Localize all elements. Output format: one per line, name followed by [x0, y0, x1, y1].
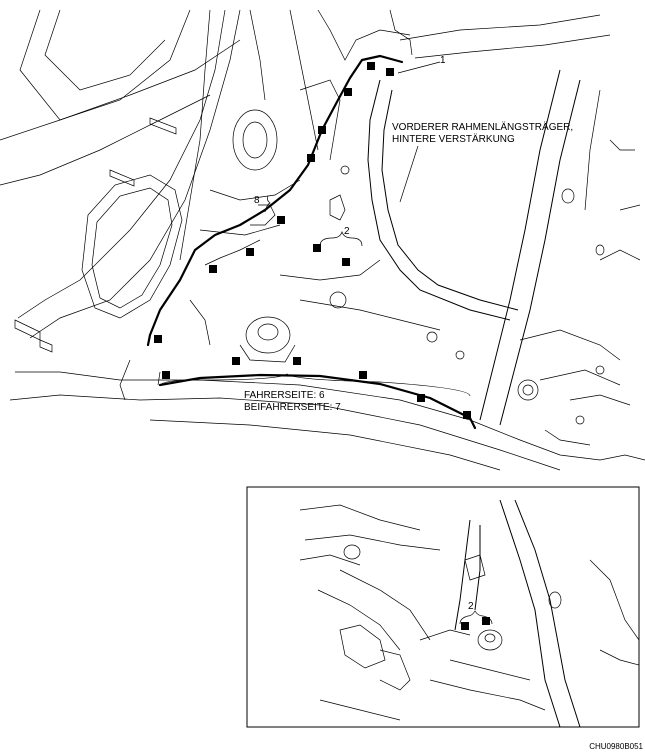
label-rail-line1: VORDERER RAHMENLÄNGSTRÄGER,: [392, 122, 574, 133]
label-driver-side: FAHRERSEITE: 6: [244, 390, 325, 401]
spot-weld-marker: [342, 258, 350, 266]
spot-weld-marker: [209, 265, 217, 273]
spot-weld-marker: [359, 371, 367, 379]
inset-label-item-2: 2: [468, 601, 474, 612]
spot-weld-marker: [344, 88, 352, 96]
label-item-8: 8: [254, 195, 260, 206]
spot-weld-marker: [463, 411, 471, 419]
label-item-2: 2: [344, 226, 350, 237]
spot-weld-marker: [293, 357, 301, 365]
leader-line-rail: [400, 146, 418, 202]
leader-line-1: [398, 62, 440, 73]
brace-2: [320, 232, 362, 246]
spot-weld-marker: [232, 357, 240, 365]
spot-weld-marker: [277, 216, 285, 224]
spot-weld-marker: [246, 248, 254, 256]
spot-weld-marker: [386, 68, 394, 76]
inset-frame: [247, 487, 639, 727]
inset-detail-view: [247, 487, 639, 727]
spot-weld-marker: [318, 126, 326, 134]
inset-spot-weld-marker: [461, 622, 469, 630]
weld-seam-upper: [148, 56, 402, 345]
figure-code: CHU0980B051: [589, 742, 643, 751]
spot-weld-marker: [307, 154, 315, 162]
brace-8: [265, 196, 270, 212]
callouts: [160, 55, 573, 413]
label-item-1: 1: [440, 55, 446, 66]
spot-weld-marker: [154, 335, 162, 343]
weld-seam-lines: [148, 56, 475, 428]
spot-weld-marker: [417, 394, 425, 402]
spot-weld-marker: [367, 62, 375, 70]
label-passenger-side: BEIFAHRERSEITE: 7: [244, 402, 341, 413]
inset-spot-weld-marker: [482, 617, 490, 625]
spot-weld-marker: [162, 371, 170, 379]
label-rail-line2: HINTERE VERSTÄRKUNG: [392, 134, 515, 145]
